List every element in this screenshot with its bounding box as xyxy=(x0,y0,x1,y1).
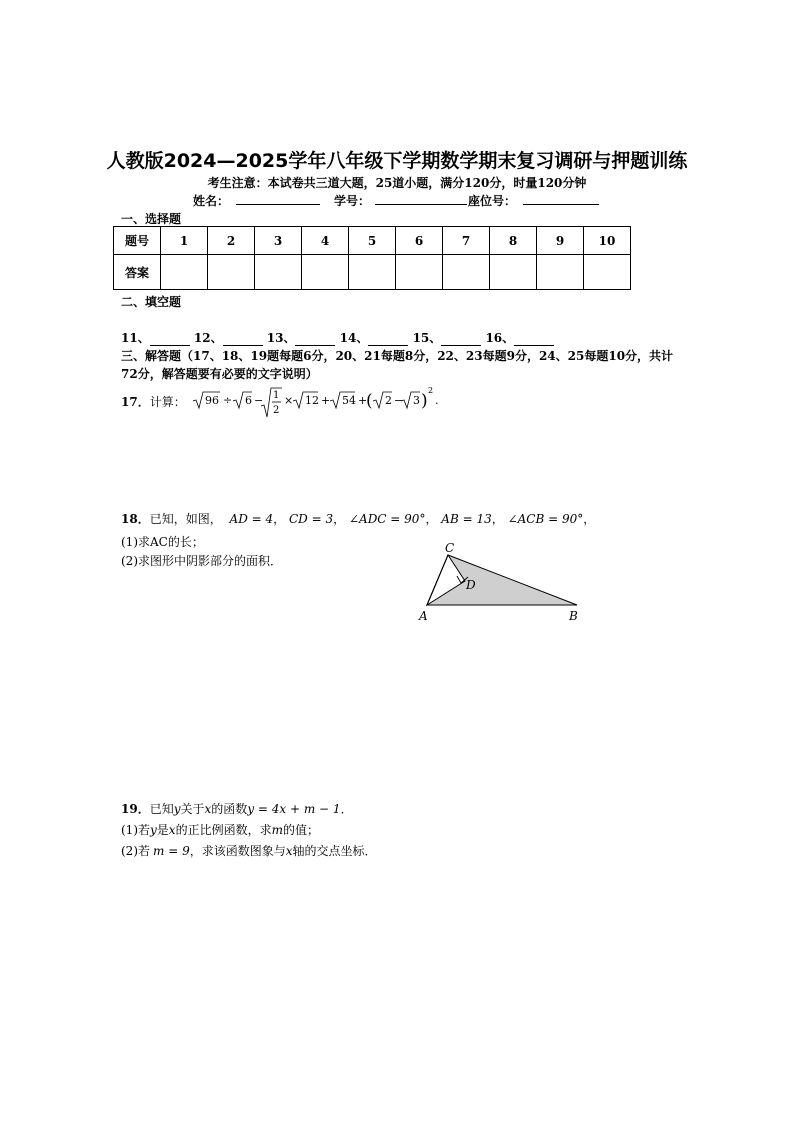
fill-blank[interactable] xyxy=(368,333,408,346)
fill-item-label: 11、 xyxy=(121,331,150,345)
svg-text:12: 12 xyxy=(305,394,319,407)
question-18-intro: 已知，如图， xyxy=(149,512,222,526)
answer-cell[interactable] xyxy=(161,255,208,290)
fill-item-label: 15、 xyxy=(412,331,442,345)
var-y: y xyxy=(150,823,157,837)
question-number: 18． xyxy=(121,512,150,526)
svg-text:÷: ÷ xyxy=(223,394,233,407)
svg-text:2: 2 xyxy=(385,394,392,407)
question-18-part-2: (2)求图形中阴影部分的面积． xyxy=(121,554,282,568)
answer-table-row-label: 题号 xyxy=(114,227,161,255)
question-19-part-2 xyxy=(121,842,377,859)
fill-blank[interactable] xyxy=(223,333,263,346)
answer-table-number: 4 xyxy=(302,227,349,255)
answer-table-number: 2 xyxy=(208,227,255,255)
question-17-expression xyxy=(190,384,440,424)
question-19-text: 的值； xyxy=(282,823,319,837)
label-d: D xyxy=(466,578,476,592)
svg-text:−: − xyxy=(394,394,404,407)
answer-table-number-row xyxy=(114,227,631,255)
fill-in-answer-line xyxy=(121,329,554,346)
svg-text:54: 54 xyxy=(342,394,356,407)
question-18-part-1: (1)求AC的长； xyxy=(121,535,204,549)
question-19-text: 的函数 xyxy=(211,802,248,816)
answer-table-number: 9 xyxy=(537,227,584,255)
answer-cell[interactable] xyxy=(537,255,584,290)
given-angle-acb: ∠ACB = 90° xyxy=(507,512,584,526)
name-blank[interactable] xyxy=(236,192,320,205)
answer-table-number: 7 xyxy=(443,227,490,255)
function-equation: y = 4x + m − 1 xyxy=(247,802,341,816)
answer-cell[interactable] xyxy=(584,255,631,290)
var-x: x xyxy=(168,823,176,837)
label-a: A xyxy=(419,609,428,623)
answer-cell[interactable] xyxy=(302,255,349,290)
answer-table xyxy=(113,226,631,290)
answer-table-number: 6 xyxy=(396,227,443,255)
question-19-text: 是 xyxy=(156,823,169,837)
question-19-text: 已知 xyxy=(149,802,174,816)
answer-cell[interactable] xyxy=(255,255,302,290)
var-y: y xyxy=(173,802,181,816)
question-19-part-1 xyxy=(121,821,319,838)
svg-text:2: 2 xyxy=(273,405,280,416)
section-fill-heading: 二、填空题 xyxy=(121,295,182,309)
question-number: 17． xyxy=(121,395,150,409)
question-19-text: 轴的交点坐标． xyxy=(292,844,377,858)
answer-cell[interactable] xyxy=(490,255,537,290)
question-number: 19． xyxy=(121,802,150,816)
m-value: m = 9 xyxy=(153,844,190,858)
name-label: 姓名： xyxy=(193,194,230,208)
svg-text:×: × xyxy=(284,394,294,407)
given-ab: AB = 13 xyxy=(441,512,492,526)
svg-text:6: 6 xyxy=(245,394,252,407)
answer-table-answer-row xyxy=(114,255,631,290)
given-angle-adc: ∠ADC = 90° xyxy=(348,512,426,526)
answer-table-number: 10 xyxy=(584,227,631,255)
fill-item-label: 12、 xyxy=(193,331,223,345)
svg-text:(: ( xyxy=(366,391,373,411)
student-id-label: 学号： xyxy=(334,194,371,208)
question-19-text: (1)若 xyxy=(121,823,150,837)
answer-table-number: 3 xyxy=(255,227,302,255)
svg-text:.: . xyxy=(435,394,439,407)
question-19: 19．已知y关于x的函数y = 4x + m − 1． xyxy=(121,802,353,816)
question-18: 18．已知，如图， AD = 4， CD = 3， ∠ADC = 90°， AB = 13， ∠ACB = 90°， xyxy=(121,512,596,526)
answer-cell[interactable] xyxy=(396,255,443,290)
svg-text:3: 3 xyxy=(413,394,420,407)
var-m: m xyxy=(271,823,283,837)
question-19-text: (2)若 xyxy=(121,844,150,858)
svg-text:+: + xyxy=(358,394,368,407)
var-x: x xyxy=(204,802,212,816)
exam-notice: 考生注意：本试卷共三道大题，25道小题，满分120分，时量120分钟 xyxy=(207,176,587,190)
fill-blank[interactable] xyxy=(295,333,335,346)
label-c: C xyxy=(445,541,455,555)
section-choice-heading: 一、选择题 xyxy=(121,212,182,226)
answer-cell[interactable] xyxy=(349,255,396,290)
student-id-blank[interactable] xyxy=(375,192,467,205)
exam-title: 人教版2024—2025学年八年级下学期数学期末复习调研与押题训练 xyxy=(106,150,688,172)
answer-cell[interactable] xyxy=(443,255,490,290)
fill-blank[interactable] xyxy=(150,333,190,346)
answer-table-number: 8 xyxy=(490,227,537,255)
fill-blank[interactable] xyxy=(441,333,481,346)
question-19-text: 的正比例函数，求 xyxy=(175,823,272,837)
seat-label: 座位号： xyxy=(468,194,517,208)
given-cd: CD = 3 xyxy=(289,512,334,526)
section-solve-heading: 三、解答题（17、18、19题每题6分，20、21每题8分，22、23每题9分，24、25每题10分，共计72分，解答题要有必要的文字说明） xyxy=(121,349,674,381)
question-19-text: 关于 xyxy=(180,802,205,816)
fill-item-label: 14、 xyxy=(339,331,369,345)
label-b: B xyxy=(569,609,578,623)
question-17-label: 计算： xyxy=(149,395,186,409)
fill-item-label: 13、 xyxy=(266,331,296,345)
svg-text:1: 1 xyxy=(273,390,280,401)
given-ad: AD = 4 xyxy=(229,512,274,526)
answer-cell[interactable] xyxy=(208,255,255,290)
svg-text:96: 96 xyxy=(205,394,219,407)
seat-blank[interactable] xyxy=(523,192,599,205)
svg-text:−: − xyxy=(254,394,264,407)
var-x: x xyxy=(285,844,293,858)
svg-text:+: + xyxy=(321,394,331,407)
question-17 xyxy=(121,393,186,410)
question-19-text: ，求该函数图象与 xyxy=(189,844,286,858)
svg-text:): ) xyxy=(421,391,428,411)
svg-text:2: 2 xyxy=(428,386,434,395)
fill-item-label: 16、 xyxy=(485,331,515,345)
answer-table-number: 5 xyxy=(349,227,396,255)
triangle-figure xyxy=(410,538,590,626)
fill-blank[interactable] xyxy=(514,333,554,346)
answer-table-number: 1 xyxy=(161,227,208,255)
answer-table-row-label: 答案 xyxy=(114,255,161,290)
